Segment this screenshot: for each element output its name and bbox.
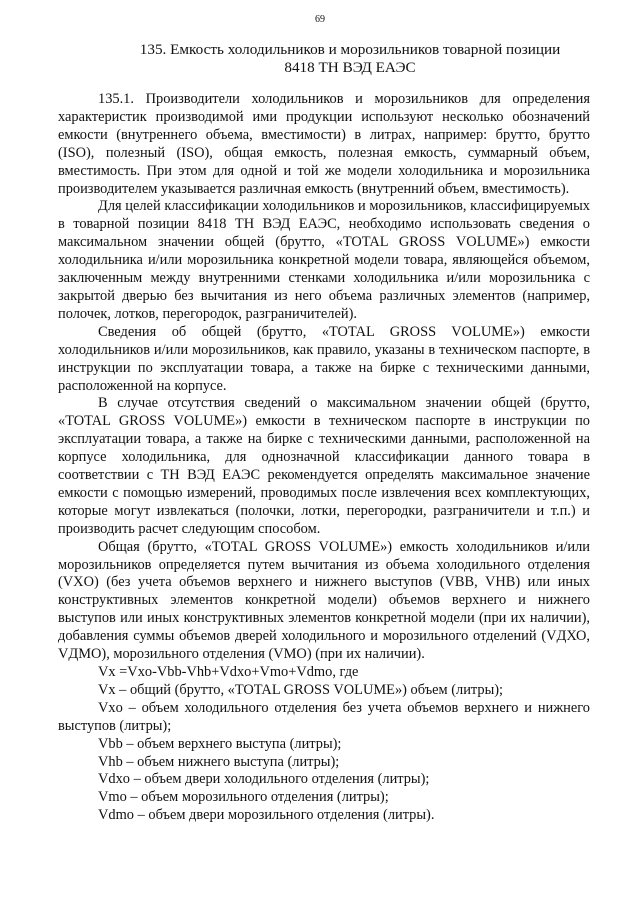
paragraph-measurement: В случае отсутствия сведений о максимальном значении общей (брутто, «TOTAL GROSS VOLUME») емкости в техническом паспорте в инструкции по эксплуатации товара, а также на бирке с техническими данными, расположенной на корпусе холодильника, для однозначной классификации данного товара в соответствии с ТН ВЭД ЕАЭС рекомендуется определять максимальное значение емкости с помощью измерений, проводимых после извлечения всех комплектующих, которые могут извлекаться (полочки, лотки, перегородки, разграничители и т.п.) и производить расчет следующим способом. — [58, 395, 590, 537]
section-title — [60, 41, 640, 77]
definition-vxo: Vxo – объем холодильного отделения без учета объемов верхнего и нижнего выступов (литры); — [58, 699, 590, 734]
definition-vdmo: Vdmo – объем двери морозильного отделения (литры). — [98, 807, 435, 824]
document-body — [58, 91, 590, 825]
section-title-line-2: 8418 ТН ВЭД ЕАЭС — [284, 59, 416, 76]
formula-line: Vx =Vxo-Vbb-Vhb+Vdxo+Vmo+Vdmo, где — [98, 664, 359, 680]
definition-vbb: Vbb – объем верхнего выступа (литры); — [98, 735, 342, 752]
paragraph-data-sources: Сведения об общей (брутто, «TOTAL GROSS VOLUME») емкости холодильников и/или морозильников, как правило, указаны в техническом паспорте, в инструкции по эксплуатации товара, а также на бирке с техническими данными, расположенной на корпусе. — [58, 323, 590, 394]
definition-vx: Vx – общий (брутто, «TOTAL GROSS VOLUME») объем (литры); — [98, 681, 504, 698]
paragraph-intro: 135.1. Производители холодильников и морозильников для определения характеристик производимой ими продукции используют несколько обозначений емкости (внутреннего объема, вместимости) в литрах, например: брутто, брутто (ISO), полезный (ISO), общая емкость, полезная емкость, суммарный объем, вместимость. При этом для одной и той же модели холодильника и морозильника производителем указывается различная емкость (внутренний объем, вместимость). — [58, 91, 590, 197]
paragraph-classification-purpose: Для целей классификации холодильников и морозильников, классифицируемых в товарной позиции 8418 ТН ВЭД ЕАЭС, необходимо использовать сведения о максимальном значении общей (брутто, «TOTAL GROSS VOLUME») емкости холодильника и/или морозильника конкретной модели товара, являющейся объемом, заключенным между внутренними стенками холодильника и/или морозильника с закрытой дверью без вычитания из него объема различных элементов (например, полочек, лотков, перегородок, разграничителей). — [58, 198, 590, 322]
definition-vhb: Vhb – объем нижнего выступа (литры); — [98, 753, 340, 770]
definition-vmo: Vmo – объем морозильного отделения (литры); — [98, 789, 389, 806]
page-number: 69 — [315, 14, 325, 25]
section-title-line-1: 135. Емкость холодильников и морозильников товарной позиции — [139, 41, 561, 58]
paragraph-calculation-method: Общая (брутто, «TOTAL GROSS VOLUME») емкость холодильников и/или морозильников определяется путем вычитания из объема холодильного отделения (VXO) (без учета объемов верхнего и нижнего выступов (VBB, VHB) или иных конструктивных элементов конкретной модели) объемов верхнего и нижнего выступов или иных конструктивных элементов конкретной модели (при их наличии), добавления суммы объемов дверей холодильного и морозильного отделений (VДХО, VДМО), морозильного отделения (VMO) (при их наличии). — [58, 538, 590, 663]
definition-vdxo: Vdxo – объем двери холодильного отделения (литры); — [98, 771, 430, 788]
